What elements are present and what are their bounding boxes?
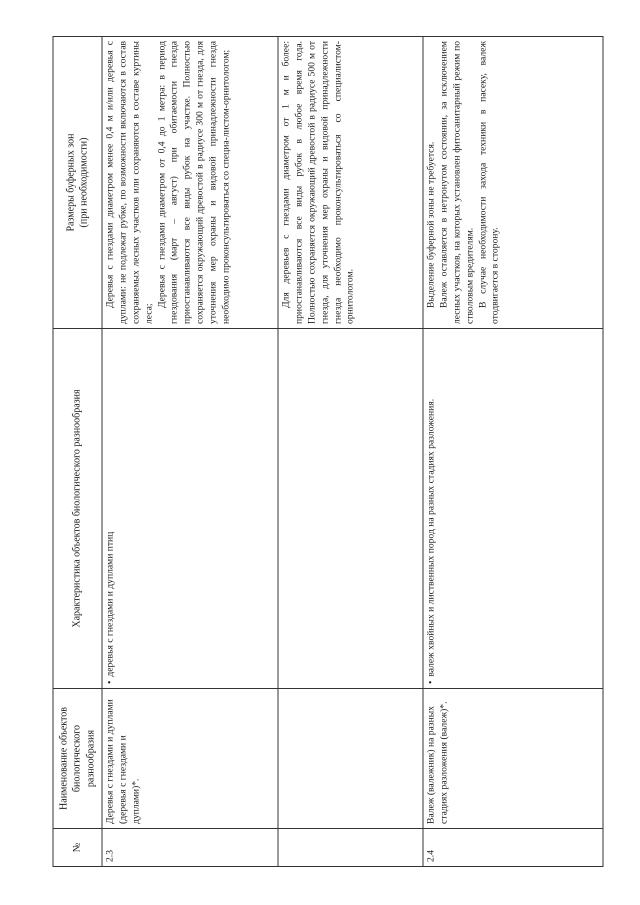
- object-characteristic: [423, 329, 603, 689]
- zone-paragraph: В случае необходимости захода техники в пасеку, валеж отодвигается в сторону.: [477, 41, 501, 324]
- object-name: Валеж (валежник) на разных стадиях разложения (валеж)*.: [423, 689, 603, 829]
- header-name: [53, 689, 102, 829]
- bullet-item: [426, 333, 439, 684]
- header-name-line-1: Наименование объектов: [58, 707, 70, 810]
- object-name: [278, 689, 423, 829]
- buffer-zone-cell: [102, 37, 278, 329]
- buffer-zone-cell: [278, 37, 423, 329]
- object-characteristic: [278, 329, 423, 689]
- zone-paragraph: Для деревьев с гнездами диаметром от 1 м и более: приостанавливаются все виды рубок в любое время года. Полностью сохраняется окружающий древостой в радиусе 500 м от гнезда, для уточнения мер охраны и видовой принадлежности гнезда необходимо проконсультироваться со специалистом-орнитологом.: [280, 41, 356, 324]
- bullet-item: [105, 333, 118, 684]
- table-row: [278, 37, 423, 867]
- characteristic-text: валеж хвойных и лиственных пород на разных стадиях разложения.: [425, 398, 437, 677]
- zone-paragraph: Деревья с гнездами диаметром менее 0,4 м и/или деревья с дуплами: не подлежат рубке, по возможности включаются в состав сохраняемых лесных участков или сохраняются в составе куртины леса;: [104, 41, 155, 324]
- header-num: №: [53, 829, 102, 867]
- header-zone-line-1: Размеры буферных зон: [65, 133, 77, 232]
- header-name-line-3: разнообразия: [85, 729, 97, 788]
- row-number: [278, 829, 423, 867]
- row-number: 2.4: [423, 829, 603, 867]
- characteristic-text: деревья с гнездами и дуплами птиц: [104, 531, 116, 677]
- zone-paragraph: Деревья с гнездами диаметром от 0,4 до 1 метра: в период гнездования (март – август) при обитаемости гнезда приостанавливаются все виды рубок на участке. Полностью сохраняется окружающий древостой в радиусе 300 м от гнезда, для уточнения мер охраны и видовой принадлежности гнезда необходимо проконсультироваться со специа-листом-орнитологом;: [156, 41, 232, 324]
- table-header-row: [53, 37, 102, 867]
- header-characteristic: Характеристика объектов биологического разнообразия: [53, 329, 102, 689]
- header-zone-line-2: (при необходимости): [78, 137, 90, 228]
- table-row: [423, 37, 603, 867]
- header-zone: [53, 37, 102, 329]
- rotated-document-page: [53, 37, 588, 867]
- object-characteristic: [102, 329, 278, 689]
- table-row: [102, 37, 278, 867]
- object-name: Деревья с гнездами и дуплами (деревья с гнездами и дуплами)*.: [102, 689, 278, 829]
- row-number: 2.3: [102, 829, 278, 867]
- header-name-line-2: биологического: [71, 724, 83, 793]
- zone-paragraph: Выделение буферной зоны не требуется.: [425, 141, 437, 308]
- zone-paragraph: Валеж оставляется в нетронутом состоянии, за исключением лесных участков, на которых установлен фитосанитарный режим по стволовым вредителям.: [438, 41, 476, 324]
- bullet-icon: •: [104, 680, 116, 684]
- bullet-icon: •: [425, 680, 437, 684]
- buffer-zone-cell: [423, 37, 603, 329]
- biodiversity-table: [53, 36, 604, 867]
